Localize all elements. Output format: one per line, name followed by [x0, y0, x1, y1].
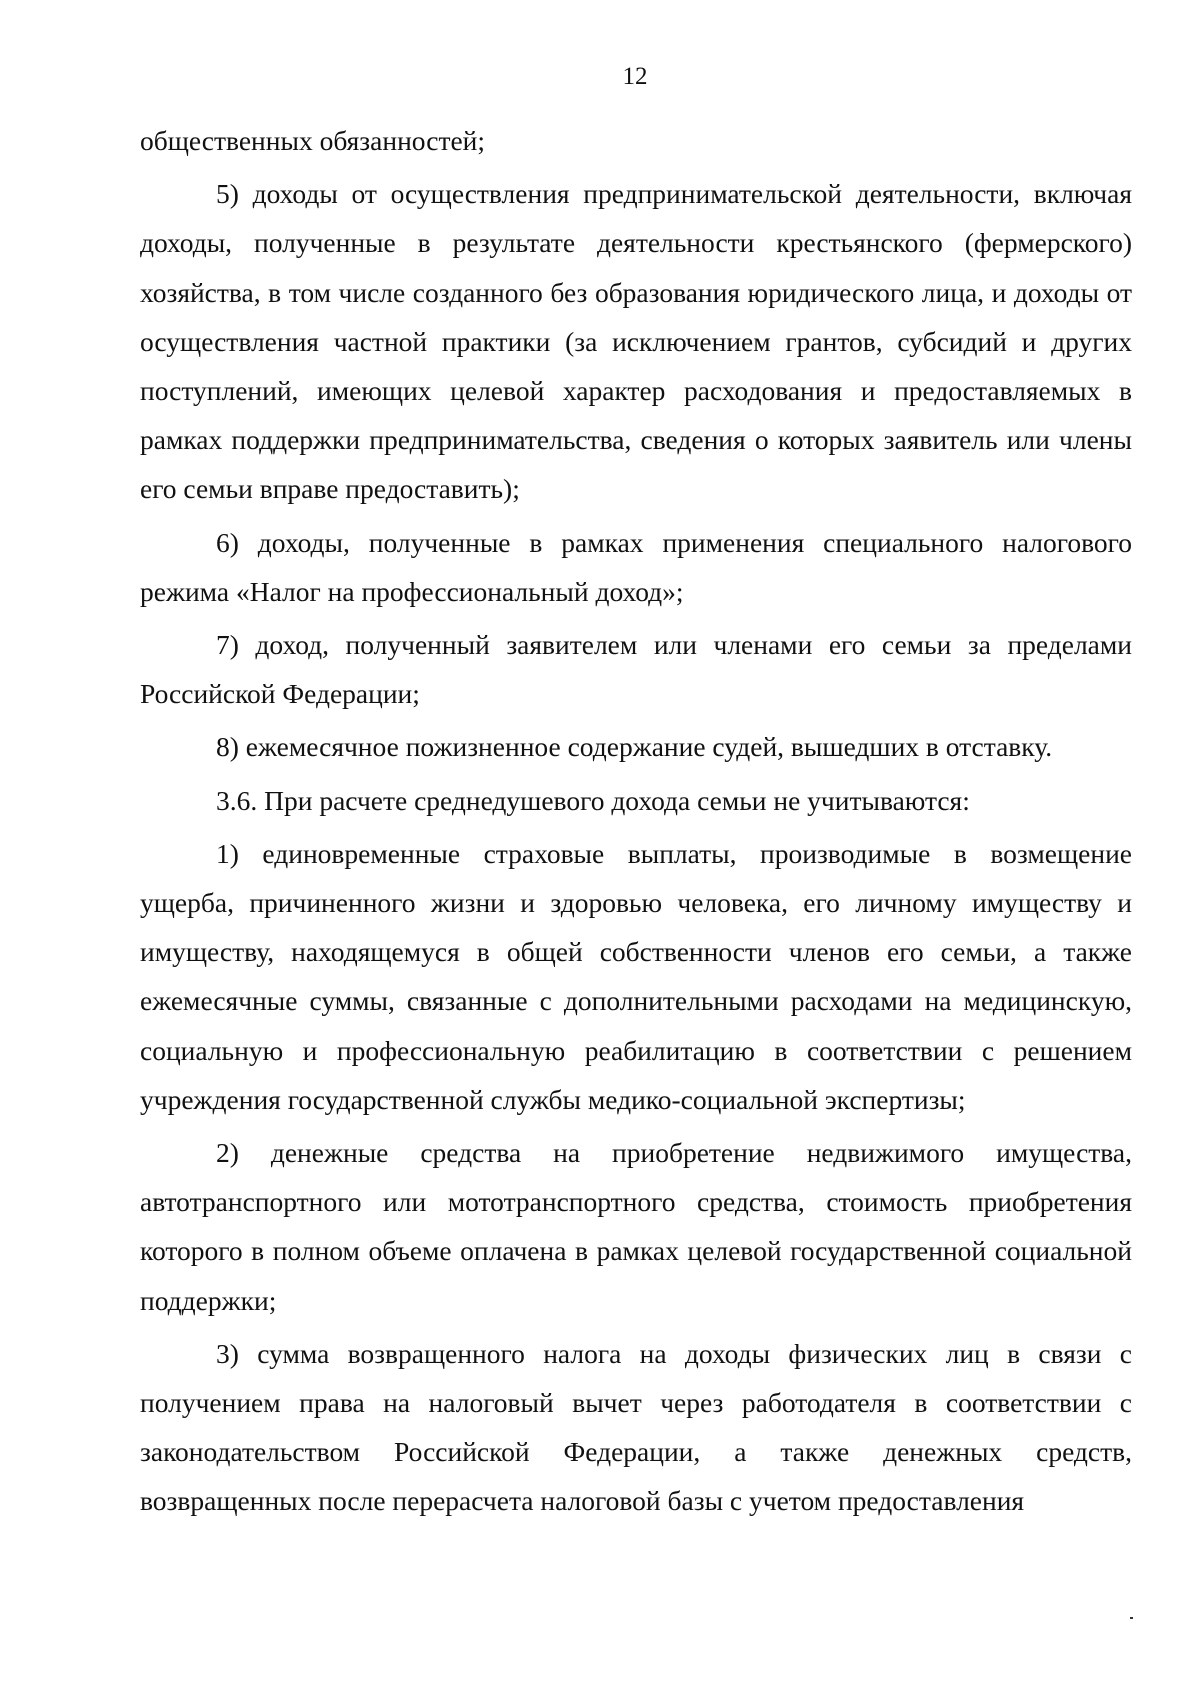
document-body: [140, 116, 1132, 1526]
paragraph-item-7: 7) доход, полученный заявителем или членами его семьи за пределами Российской Федерации;: [140, 629, 1132, 710]
paragraph-item-8: 8) ежемесячное пожизненное содержание судей, вышедших в отставку.: [216, 731, 1053, 763]
scan-mark: [1130, 1617, 1133, 1619]
paragraph-item-6: 6) доходы, полученные в рамках применения специального налогового режима «Налог на профессиональный доход»;: [140, 526, 1132, 607]
paragraph-subitem-1: 1) единовременные страховые выплаты, производимые в возмещение ущерба, причиненного жизни и здоровью человека, его личному имуществу и имуществу, находящемуся в общей собственности членов его семьи, а также ежемесячные суммы, связанные с дополнительными расходами на медицинскую, социальную и профессиональную реабилитацию в соответствии с решением учреждения государственной службы медико-социальной экспертизы;: [140, 837, 1132, 1115]
page-number: 12: [622, 63, 648, 90]
paragraph-item-5: 5) доходы от осуществления предпринимательской деятельности, включая доходы, полученные в результате деятельности крестьянского (фермерского) хозяйства, в том числе созданного без образования юридического лица, и доходы от осуществления частной практики (за исключением грантов, субсидий и других поступлений, имеющих целевой характер расходования и предоставляемых в рамках поддержки предпринимательства, сведения о которых заявитель или члены его семьи вправе предоставить);: [140, 178, 1132, 505]
paragraph-continuation: общественных обязанностей;: [140, 125, 486, 156]
section-3-6-heading: 3.6. При расчете среднедушевого дохода семьи не учитываются:: [216, 784, 970, 816]
paragraph-subitem-3: 3) сумма возвращенного налога на доходы физических лиц в связи с получением права на налоговый вычет через работодателя в соответствии с законодательством Российской Федерации, а также денежных средств, возвращенных после перерасчета налоговой базы с учетом предоставления: [140, 1337, 1132, 1517]
paragraph-subitem-2: 2) денежные средства на приобретение недвижимого имущества, автотранспортного или мототранспортного средства, стоимость приобретения которого в полном объеме оплачена в рамках целевой государственной социальной поддержки;: [140, 1137, 1132, 1316]
